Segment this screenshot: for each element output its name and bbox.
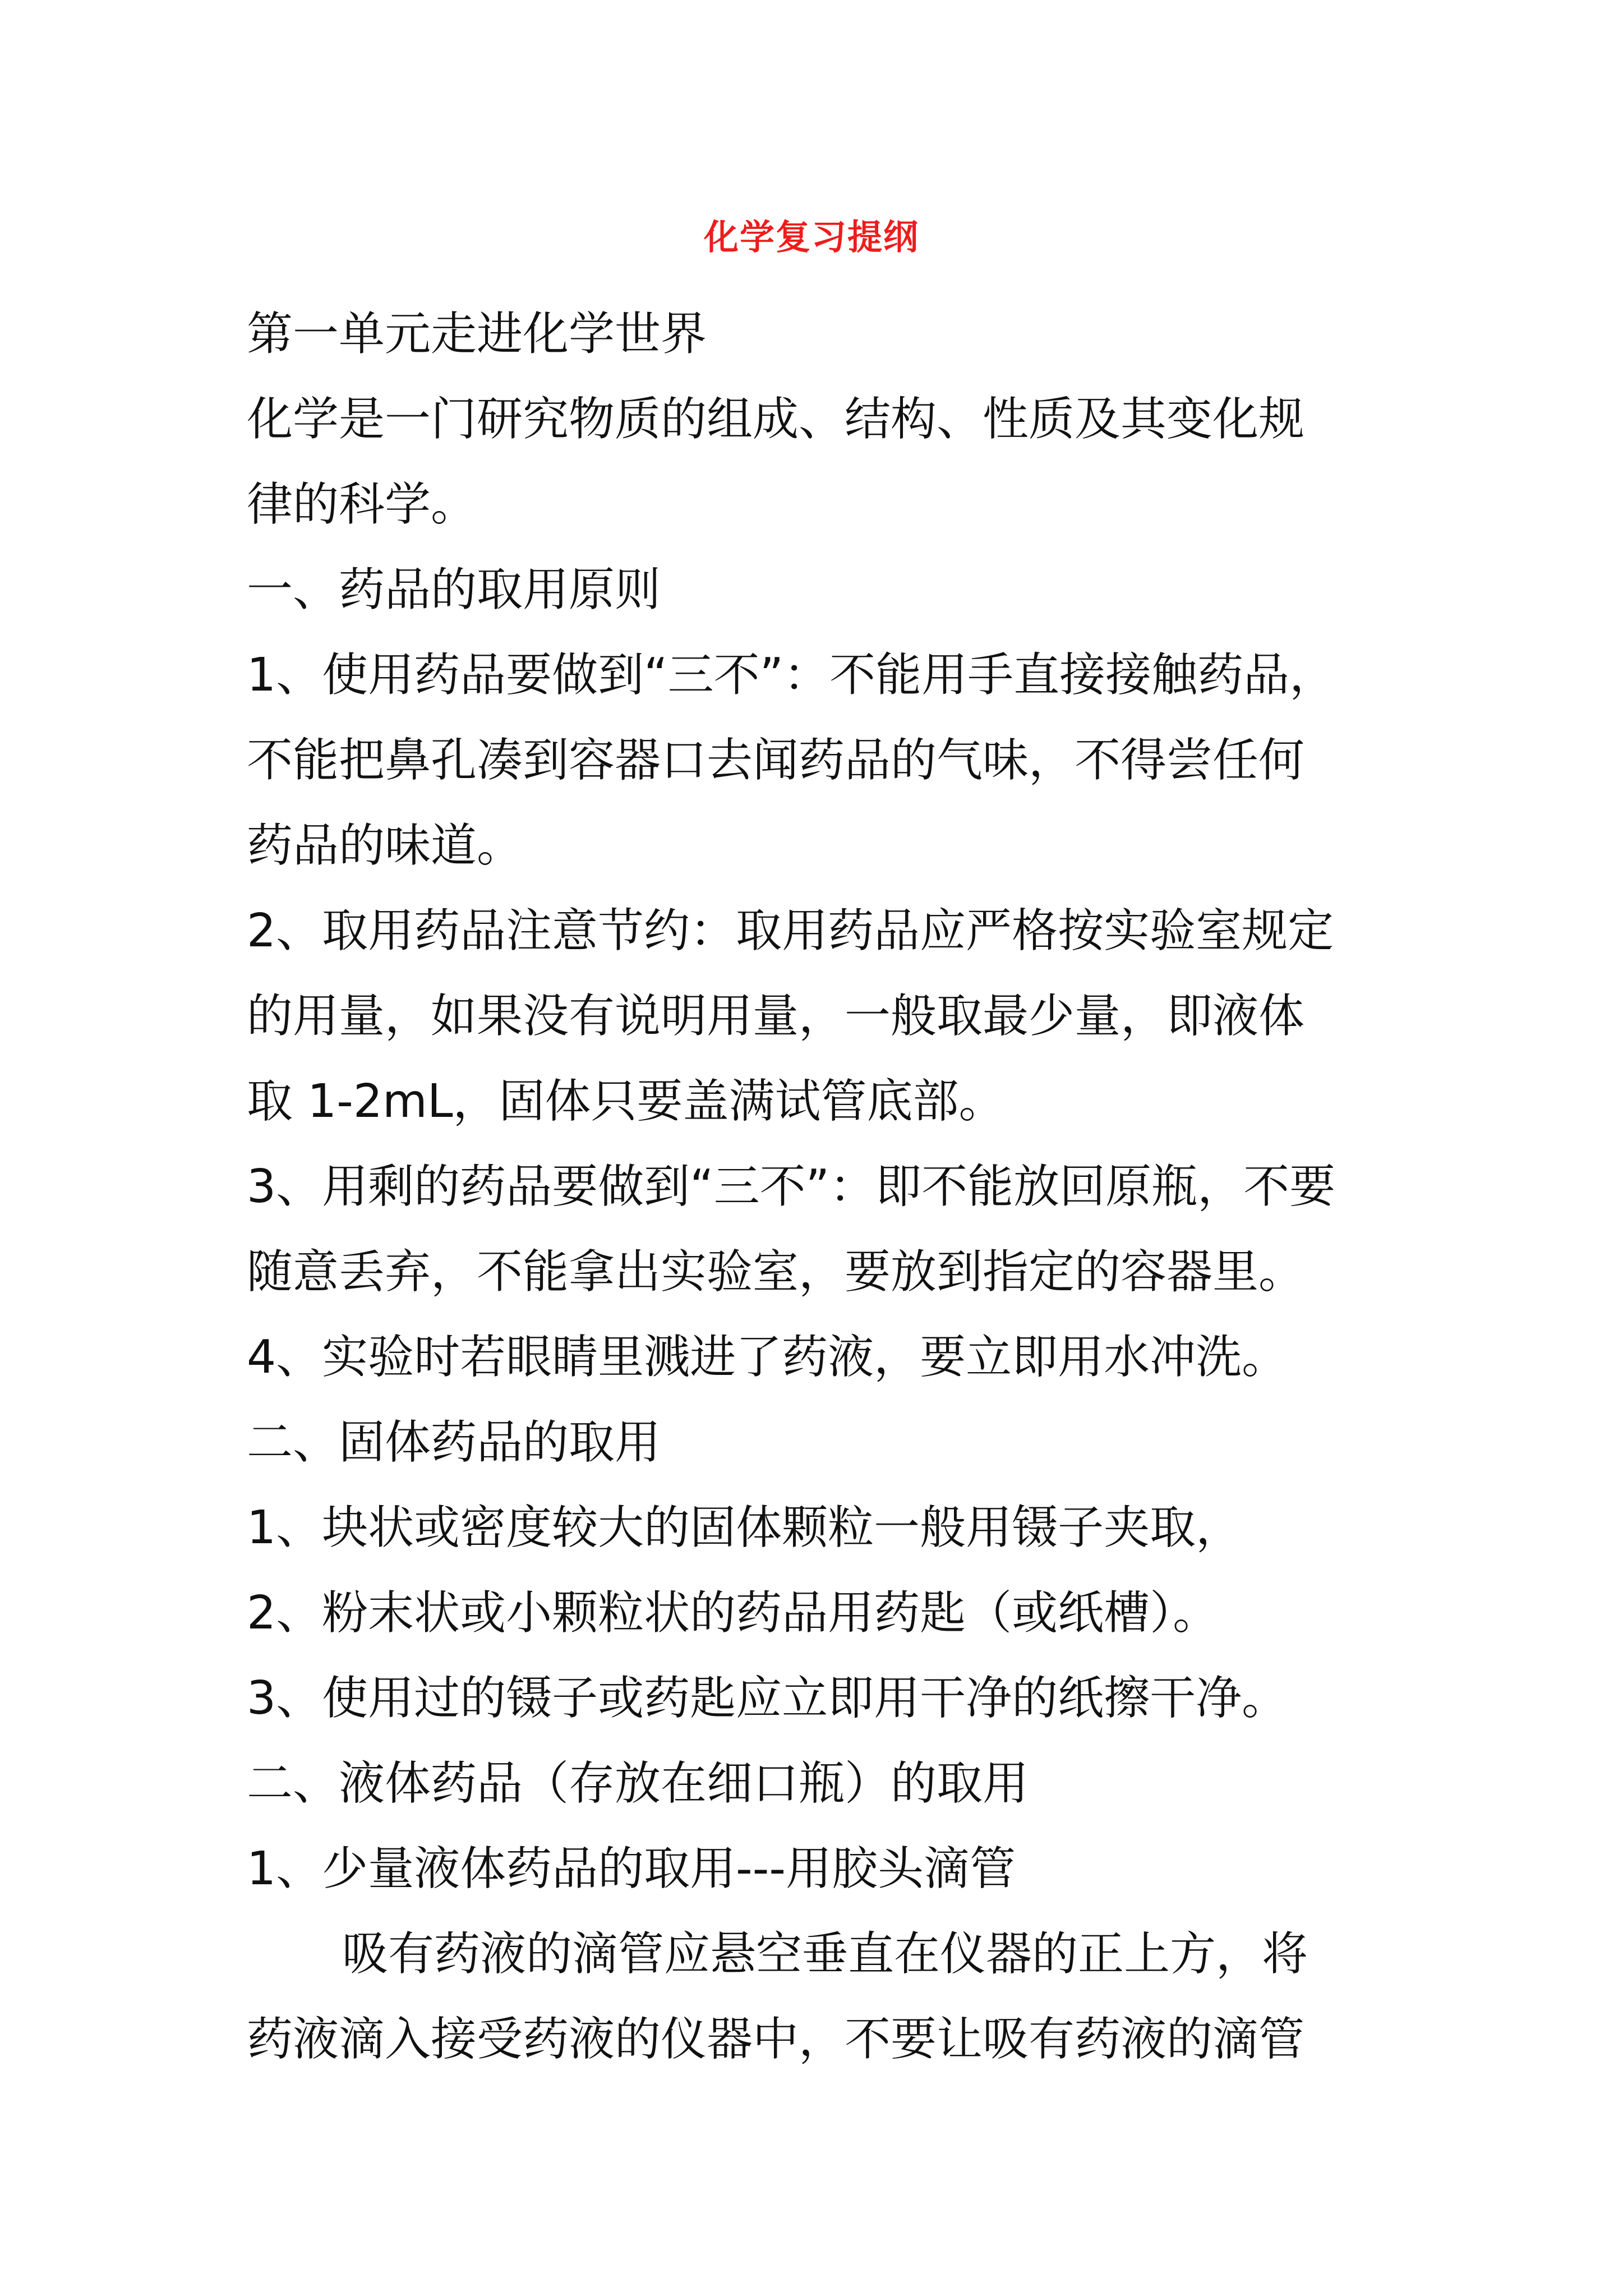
paragraph-line: 1、块状或密度较大的固体颗粒一般用镊子夹取，	[247, 1501, 1242, 1554]
paragraph-line: 取 1-2mL，固体只要盖满试管底部。	[247, 1075, 1005, 1128]
paragraph-line: 的用量，如果没有说明用量，一般取最少量，即液体	[247, 990, 1305, 1043]
unit-heading: 第一单元走进化学世界	[247, 307, 707, 361]
paragraph-line: 2、取用药品注意节约：取用药品应严格按实验室规定	[247, 904, 1334, 958]
paragraph-line: 4、实验时若眼睛里溅进了药液，要立即用水冲洗。	[247, 1331, 1288, 1384]
paragraph-line: 1、少量液体药品的取用---用胶头滴管	[247, 1842, 1016, 1895]
paragraph-line: 1、使用药品要做到“三不”：不能用手直接接触药品，	[247, 648, 1336, 702]
paragraph-line: 2、粉末状或小颗粒状的药品用药匙（或纸槽）。	[247, 1586, 1219, 1640]
paragraph-line: 化学是一门研究物质的组成、结构、性质及其变化规	[247, 393, 1305, 446]
paragraph-line: 3、用剩的药品要做到“三不”：即不能放回原瓶，不要	[247, 1160, 1336, 1213]
paragraph-line: 吸有药液的滴管应悬空垂直在仪器的正上方，将	[342, 1927, 1308, 1981]
document-title: 化学复习提纲	[703, 217, 919, 257]
section-heading: 一、药品的取用原则	[247, 563, 661, 616]
paragraph-line: 药液滴入接受药液的仪器中，不要让吸有药液的滴管	[247, 2013, 1305, 2066]
paragraph-line: 药品的味道。	[247, 819, 523, 872]
paragraph-line: 不能把鼻孔凑到容器口去闻药品的气味，不得尝任何	[247, 734, 1305, 787]
paragraph-line: 随意丢弃，不能拿出实验室，要放到指定的容器里。	[247, 1245, 1305, 1299]
paragraph-line: 律的科学。	[247, 478, 477, 531]
paragraph-line: 3、使用过的镊子或药匙应立即用干净的纸擦干净。	[247, 1672, 1288, 1725]
document-body	[247, 292, 1391, 2082]
section-heading: 二、固体药品的取用	[247, 1416, 661, 1469]
section-heading: 二、液体药品（存放在细口瓶）的取用	[247, 1757, 1029, 1810]
